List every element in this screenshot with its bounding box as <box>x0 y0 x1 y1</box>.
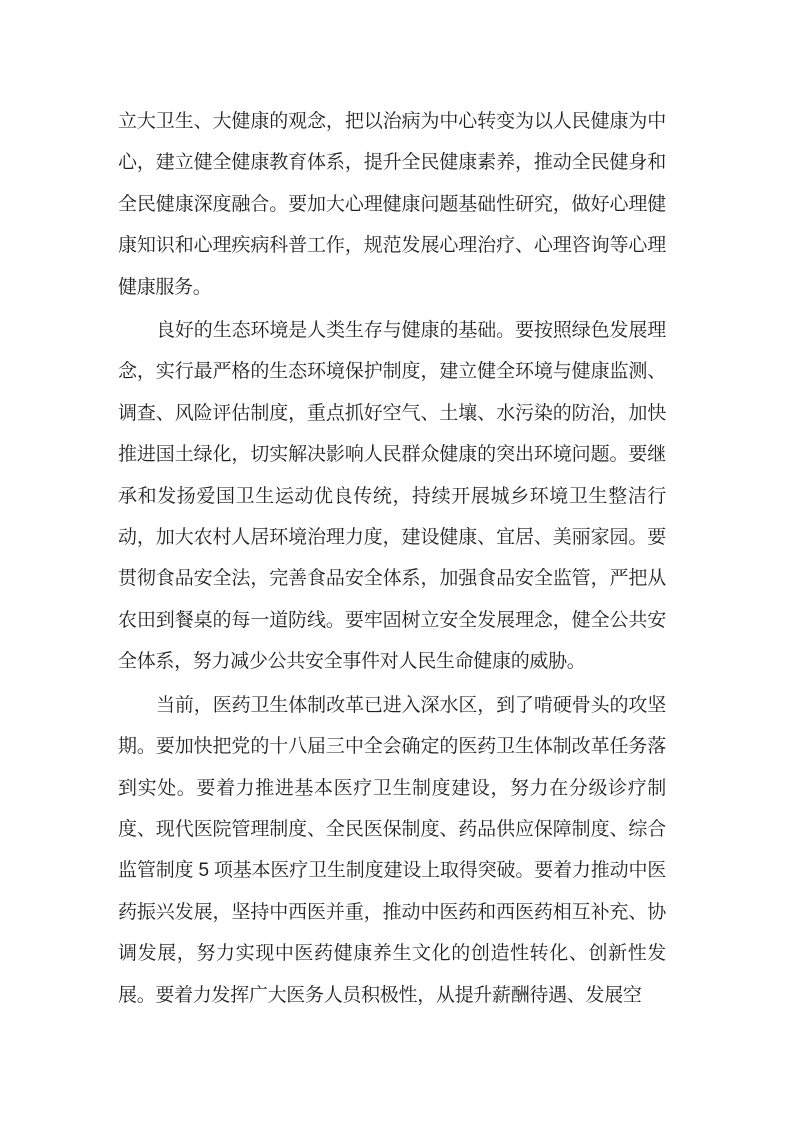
document-body <box>118 101 666 1018</box>
paragraph-ecology-health: 良好的生态环境是人类生存与健康的基础。要按照绿色发展理念，实行最严格的生态环境保护制度，建立健全环境与健康监测、调查、风险评估制度，重点抓好空气、土壤、水污染的防治，加快推进国土绿化，切实解决影响人民群众健康的突出环境问题。要继承和发扬爱国卫生运动优良传统，持续开展城乡环境卫生整洁行动，加大农村人居环境治理力度，建设健康、宜居、美丽家园。要贯彻食品安全法，完善食品安全体系，加强食品安全监管，严把从农田到餐桌的每一道防线。要牢固树立安全发展理念，健全公共安全体系，努力减少公共安全事件对人民生命健康的威胁。 <box>118 320 666 673</box>
paragraph-medical-reform: 当前，医药卫生体制改革已进入深水区，到了啃硬骨头的攻坚期。要加快把党的十八届三中全会确定的医药卫生体制改革任务落到实处。要着力推进基本医疗卫生制度建设，努力在分级诊疗制度、现代医院管理制度、全民医保制度、药品供应保障制度、综合监管制度 5 项基本医疗卫生制度建设上取得突破。要着力推动中医药振兴发展，坚持中西医并重，推动中医药和西医药相互补充、协调发展，努力实现中医药健康养生文化的创造性转化、创新性发展。要着力发挥广大医务人员积极性，从提升薪酬待遇、发展空 <box>118 694 666 1006</box>
paragraph-continuation: 立大卫生、大健康的观念，把以治病为中心转变为以人民健康为中心，建立健全健康教育体系，提升全民健康素养，推动全民健身和全民健康深度融合。要加大心理健康问题基础性研究，做好心理健康知识和心理疾病科普工作，规范发展心理治疗、心理咨询等心理健康服务。 <box>118 111 666 298</box>
